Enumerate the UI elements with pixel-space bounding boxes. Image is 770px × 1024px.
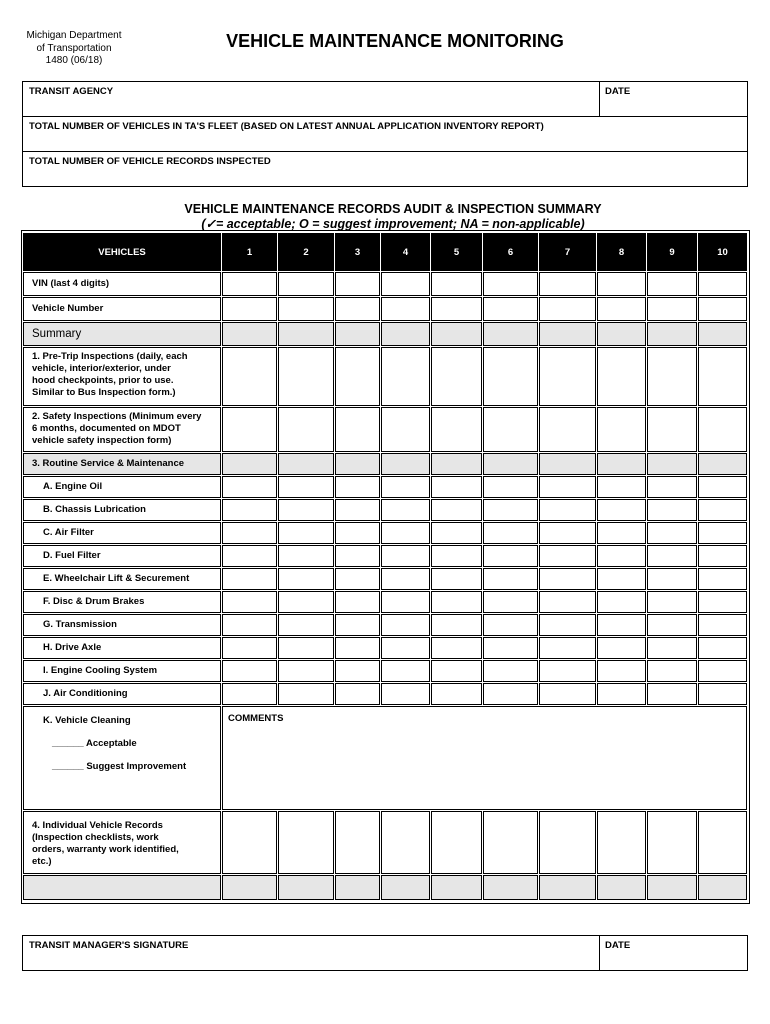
vehicle-column-header: 1	[222, 233, 277, 271]
row-label: J. Air Conditioning	[43, 688, 128, 699]
vehicle-cell[interactable]	[222, 660, 277, 682]
row-label: 3. Routine Service & Maintenance	[32, 458, 185, 469]
vehicle-cell[interactable]	[698, 322, 747, 346]
vehicle-cell[interactable]	[335, 453, 380, 475]
vehicle-cell[interactable]	[539, 637, 596, 659]
vehicle-cell[interactable]	[381, 476, 430, 498]
vehicle-cell[interactable]	[647, 522, 697, 544]
vehicle-cell[interactable]	[539, 591, 596, 613]
vehicle-cell[interactable]	[597, 545, 646, 567]
vehicle-cell[interactable]	[335, 499, 380, 521]
vehicle-cell[interactable]	[483, 297, 538, 321]
vehicle-cell[interactable]	[597, 453, 646, 475]
signature-label: TRANSIT MANAGER'S SIGNATURE	[29, 940, 189, 951]
vehicle-cell[interactable]	[335, 614, 380, 636]
row-label: G. Transmission	[43, 619, 117, 630]
row-label: F. Disc & Drum Brakes	[43, 596, 145, 607]
vehicle-cell[interactable]	[222, 499, 277, 521]
vehicle-cell[interactable]	[483, 591, 538, 613]
vehicle-cell[interactable]	[647, 322, 697, 346]
vehicle-cell[interactable]	[698, 545, 747, 567]
total-vehicles-label: TOTAL NUMBER OF VEHICLES IN TA'S FLEET (BASED ON LATEST ANNUAL APPLICATION INVENTORY REPORT)	[29, 121, 544, 132]
vehicle-cell[interactable]	[431, 637, 482, 659]
vehicle-cell[interactable]	[483, 875, 538, 900]
cleaning-acceptable[interactable]: ______ Acceptable	[52, 738, 137, 749]
vehicle-cell[interactable]	[381, 811, 430, 874]
row-label: 1. Pre-Trip Inspections (daily, each vehicle, interior/exterior, under hood checkpoints, prior to use. Similar to Bus Inspection form.)	[32, 351, 188, 398]
vehicle-cell[interactable]	[431, 499, 482, 521]
vehicle-cell[interactable]	[278, 272, 334, 296]
agency-line2: of Transportation	[36, 42, 112, 54]
vehicle-cell[interactable]	[647, 347, 697, 406]
vehicle-cell[interactable]	[381, 407, 430, 452]
vehicle-cell[interactable]	[222, 347, 277, 406]
vehicle-cell[interactable]	[597, 407, 646, 452]
vehicle-cell[interactable]	[335, 347, 380, 406]
vehicle-cell[interactable]	[335, 476, 380, 498]
vehicle-cell[interactable]	[278, 660, 334, 682]
vehicle-cell[interactable]	[597, 811, 646, 874]
vehicle-cell[interactable]	[539, 522, 596, 544]
vehicle-cell[interactable]	[698, 453, 747, 475]
vehicle-cell[interactable]	[539, 660, 596, 682]
vehicle-cell[interactable]	[431, 568, 482, 590]
vehicle-cell[interactable]	[278, 568, 334, 590]
vehicle-cell[interactable]	[647, 683, 697, 705]
vehicle-cell[interactable]	[483, 453, 538, 475]
vehicle-cell[interactable]	[597, 637, 646, 659]
vehicle-cell[interactable]	[222, 297, 277, 321]
vehicle-column-header: 6	[483, 233, 538, 271]
vehicle-cell[interactable]	[222, 407, 277, 452]
vehicle-cell[interactable]	[278, 407, 334, 452]
page-title: VEHICLE MAINTENANCE MONITORING	[226, 31, 564, 51]
vehicle-cell[interactable]	[597, 683, 646, 705]
vehicle-cell[interactable]	[381, 297, 430, 321]
vehicle-cell[interactable]	[647, 499, 697, 521]
vehicle-cell[interactable]	[381, 545, 430, 567]
vehicle-cell[interactable]	[647, 568, 697, 590]
vehicle-cell[interactable]	[483, 322, 538, 346]
footer-date-label: DATE	[605, 940, 631, 951]
vehicle-cell[interactable]	[222, 522, 277, 544]
form-number: 1480 (06/18)	[45, 55, 103, 66]
vehicle-cell[interactable]	[335, 591, 380, 613]
vehicle-cell[interactable]	[597, 614, 646, 636]
footer-date-field[interactable]	[599, 935, 748, 971]
vehicle-cell[interactable]	[431, 297, 482, 321]
vehicles-header: VEHICLES	[23, 233, 221, 271]
vehicle-cell[interactable]	[381, 499, 430, 521]
cleaning-label: K. Vehicle Cleaning	[43, 715, 131, 726]
vehicle-cell[interactable]	[647, 875, 697, 900]
vehicle-cell[interactable]	[431, 347, 482, 406]
vehicle-cell[interactable]	[222, 811, 277, 874]
vehicle-cell[interactable]	[539, 407, 596, 452]
vehicle-cell[interactable]	[431, 683, 482, 705]
transit-agency-field[interactable]	[22, 81, 600, 117]
vehicle-cell[interactable]	[698, 499, 747, 521]
vehicle-column-header: 5	[431, 233, 482, 271]
vehicle-cell[interactable]	[431, 591, 482, 613]
vehicle-cell[interactable]	[539, 476, 596, 498]
vehicle-column-header: 3	[335, 233, 380, 271]
vehicle-cell[interactable]	[483, 660, 538, 682]
vehicle-cell[interactable]	[539, 683, 596, 705]
records-label: 4. Individual Vehicle Records (Inspection checklists, work orders, warranty work identified, etc.)	[32, 820, 179, 867]
vehicle-cell[interactable]	[647, 591, 697, 613]
vehicle-cell[interactable]	[597, 568, 646, 590]
vehicle-column-header: 10	[698, 233, 747, 271]
vehicle-cell[interactable]	[647, 614, 697, 636]
vehicle-cell[interactable]	[335, 875, 380, 900]
vehicle-cell[interactable]	[698, 811, 747, 874]
vehicle-cell[interactable]	[431, 545, 482, 567]
vehicle-cell[interactable]	[335, 568, 380, 590]
vehicle-cell[interactable]	[222, 614, 277, 636]
vehicle-cell[interactable]	[335, 660, 380, 682]
vehicle-cell[interactable]	[381, 347, 430, 406]
vehicle-cell[interactable]	[381, 453, 430, 475]
vehicle-cell[interactable]	[381, 522, 430, 544]
vehicle-cell[interactable]	[539, 499, 596, 521]
vehicle-cell[interactable]	[539, 614, 596, 636]
vehicle-cell[interactable]	[222, 568, 277, 590]
vehicle-cell[interactable]	[698, 407, 747, 452]
vehicle-cell[interactable]	[698, 272, 747, 296]
vehicle-cell[interactable]	[431, 660, 482, 682]
comments-field[interactable]	[222, 706, 747, 810]
date-field[interactable]	[599, 81, 748, 117]
vehicle-cell[interactable]	[431, 322, 482, 346]
vehicle-cell[interactable]	[278, 476, 334, 498]
vehicle-cell[interactable]	[381, 322, 430, 346]
vehicle-cell[interactable]	[597, 297, 646, 321]
row-label: VIN (last 4 digits)	[32, 278, 110, 289]
total-vehicles-field[interactable]	[22, 116, 748, 152]
vehicle-column-header: 8	[597, 233, 646, 271]
vehicle-cell[interactable]	[647, 660, 697, 682]
vehicle-cell[interactable]	[539, 545, 596, 567]
vehicle-cell[interactable]	[698, 614, 747, 636]
vehicle-cell[interactable]	[431, 875, 482, 900]
row-label: Summary	[32, 328, 82, 340]
vehicle-cell[interactable]	[431, 476, 482, 498]
vehicle-cell[interactable]	[483, 683, 538, 705]
row-label: C. Air Filter	[43, 527, 94, 538]
vehicle-cell[interactable]	[278, 499, 334, 521]
vehicle-cell[interactable]	[381, 272, 430, 296]
vehicle-cell[interactable]	[431, 522, 482, 544]
vehicle-cell[interactable]	[335, 272, 380, 296]
row-label: Vehicle Number	[32, 303, 104, 314]
vehicle-cell[interactable]	[483, 637, 538, 659]
total-inspected-label: TOTAL NUMBER OF VEHICLE RECORDS INSPECTED	[29, 156, 271, 167]
date-label: DATE	[605, 86, 631, 97]
vehicle-cell[interactable]	[222, 453, 277, 475]
vehicle-cell[interactable]	[335, 322, 380, 346]
vehicle-cell[interactable]	[278, 522, 334, 544]
vehicle-cell[interactable]	[539, 568, 596, 590]
vehicle-cell[interactable]	[597, 522, 646, 544]
vehicle-cell[interactable]	[597, 499, 646, 521]
vehicle-cell[interactable]	[335, 637, 380, 659]
vehicle-cell[interactable]	[278, 614, 334, 636]
vehicle-cell[interactable]	[597, 660, 646, 682]
vehicle-cell[interactable]	[381, 875, 430, 900]
vehicle-column-header: 2	[278, 233, 334, 271]
vehicle-cell[interactable]	[278, 683, 334, 705]
vehicle-cell[interactable]	[597, 875, 646, 900]
comments-label: COMMENTS	[228, 713, 284, 724]
vehicle-cell[interactable]	[222, 476, 277, 498]
row-label: B. Chassis Lubrication	[43, 504, 146, 515]
vehicle-cell[interactable]	[483, 545, 538, 567]
vehicle-cell[interactable]	[381, 683, 430, 705]
total-inspected-field[interactable]	[22, 151, 748, 187]
vehicle-cell[interactable]	[539, 322, 596, 346]
vehicle-cell[interactable]	[539, 453, 596, 475]
vehicle-cell[interactable]	[597, 347, 646, 406]
vehicle-cell[interactable]	[431, 272, 482, 296]
vehicle-cell[interactable]	[381, 614, 430, 636]
vehicle-cell[interactable]	[431, 453, 482, 475]
vehicle-cell[interactable]	[222, 272, 277, 296]
vehicle-cell[interactable]	[597, 476, 646, 498]
vehicle-cell[interactable]	[222, 591, 277, 613]
vehicle-cell[interactable]	[335, 522, 380, 544]
vehicle-cell[interactable]	[278, 297, 334, 321]
vehicle-cell[interactable]	[483, 568, 538, 590]
vehicle-cell[interactable]	[539, 272, 596, 296]
summary-title: VEHICLE MAINTENANCE RECORDS AUDIT & INSPECTION SUMMARY	[184, 202, 602, 216]
signature-field[interactable]	[22, 935, 600, 971]
row-label: I. Engine Cooling System	[43, 665, 158, 676]
vehicle-cell[interactable]	[381, 568, 430, 590]
row-label: A. Engine Oil	[43, 481, 103, 492]
vehicle-column-header: 4	[381, 233, 430, 271]
vehicle-cell[interactable]	[335, 297, 380, 321]
vehicle-cell[interactable]	[278, 453, 334, 475]
transit-agency-label: TRANSIT AGENCY	[29, 86, 114, 97]
vehicle-cell[interactable]	[597, 322, 646, 346]
row-label: E. Wheelchair Lift & Securement	[43, 573, 190, 584]
vehicle-cell[interactable]	[698, 591, 747, 613]
vehicle-cell[interactable]	[647, 811, 697, 874]
vehicle-cell[interactable]	[278, 591, 334, 613]
vehicle-cell[interactable]	[222, 545, 277, 567]
agency-name	[14, 30, 134, 68]
vehicle-cell[interactable]	[647, 272, 697, 296]
vehicle-cell[interactable]	[222, 637, 277, 659]
agency-line1: Michigan Department	[26, 30, 122, 41]
vehicle-cell[interactable]	[698, 347, 747, 406]
vehicle-cell[interactable]	[483, 614, 538, 636]
vehicle-cell[interactable]	[483, 407, 538, 452]
vehicle-cell[interactable]	[335, 407, 380, 452]
row-label: 2. Safety Inspections (Minimum every 6 months, documented on MDOT vehicle safety inspection form)	[32, 411, 202, 446]
vehicle-cell[interactable]	[222, 322, 277, 346]
vehicle-cell[interactable]	[483, 476, 538, 498]
vehicle-cell[interactable]	[335, 545, 380, 567]
cleaning-suggest-improvement[interactable]: ______ Suggest Improvement	[52, 761, 187, 772]
vehicle-cell[interactable]	[278, 637, 334, 659]
vehicle-cell[interactable]	[483, 347, 538, 406]
vehicle-cell[interactable]	[483, 522, 538, 544]
vehicle-cell[interactable]	[698, 476, 747, 498]
vehicle-cell[interactable]	[539, 347, 596, 406]
gray-row-label	[23, 875, 221, 900]
vehicle-cell[interactable]	[539, 297, 596, 321]
vehicle-cell[interactable]	[335, 811, 380, 874]
vehicle-cell[interactable]	[222, 683, 277, 705]
vehicle-cell[interactable]	[698, 297, 747, 321]
row-label: H. Drive Axle	[43, 642, 102, 653]
vehicle-cell[interactable]	[647, 407, 697, 452]
vehicle-cell[interactable]	[597, 272, 646, 296]
vehicle-cell[interactable]	[698, 660, 747, 682]
vehicle-cell[interactable]	[381, 660, 430, 682]
vehicle-cell[interactable]	[647, 545, 697, 567]
vehicle-cell[interactable]	[698, 522, 747, 544]
vehicle-cell[interactable]	[278, 545, 334, 567]
vehicle-cell[interactable]	[698, 568, 747, 590]
vehicle-cell[interactable]	[431, 811, 482, 874]
vehicle-column-header: 9	[647, 233, 697, 271]
vehicle-cell[interactable]	[381, 591, 430, 613]
vehicle-cell[interactable]	[647, 297, 697, 321]
vehicle-cell[interactable]	[483, 811, 538, 874]
vehicle-cell[interactable]	[698, 875, 747, 900]
vehicle-column-header: 7	[539, 233, 596, 271]
vehicle-cell[interactable]	[278, 875, 334, 900]
vehicle-cell[interactable]	[539, 875, 596, 900]
summary-legend: (✓= acceptable; O = suggest improvement; NA = non-applicable)	[201, 217, 585, 231]
vehicle-cell[interactable]	[431, 614, 482, 636]
row-label: D. Fuel Filter	[43, 550, 101, 561]
vehicle-cell[interactable]	[539, 811, 596, 874]
vehicle-cell[interactable]	[698, 683, 747, 705]
vehicle-cell[interactable]	[698, 637, 747, 659]
vehicle-cell[interactable]	[222, 875, 277, 900]
vehicle-cell[interactable]	[431, 407, 482, 452]
vehicle-cell[interactable]	[647, 476, 697, 498]
vehicle-cell[interactable]	[483, 272, 538, 296]
vehicle-cell[interactable]	[278, 347, 334, 406]
vehicle-cell[interactable]	[335, 683, 380, 705]
vehicle-cell[interactable]	[278, 322, 334, 346]
vehicle-cell[interactable]	[647, 637, 697, 659]
vehicle-cell[interactable]	[278, 811, 334, 874]
vehicle-cell[interactable]	[597, 591, 646, 613]
vehicle-cell[interactable]	[647, 453, 697, 475]
vehicle-cell[interactable]	[483, 499, 538, 521]
vehicle-cell[interactable]	[381, 637, 430, 659]
